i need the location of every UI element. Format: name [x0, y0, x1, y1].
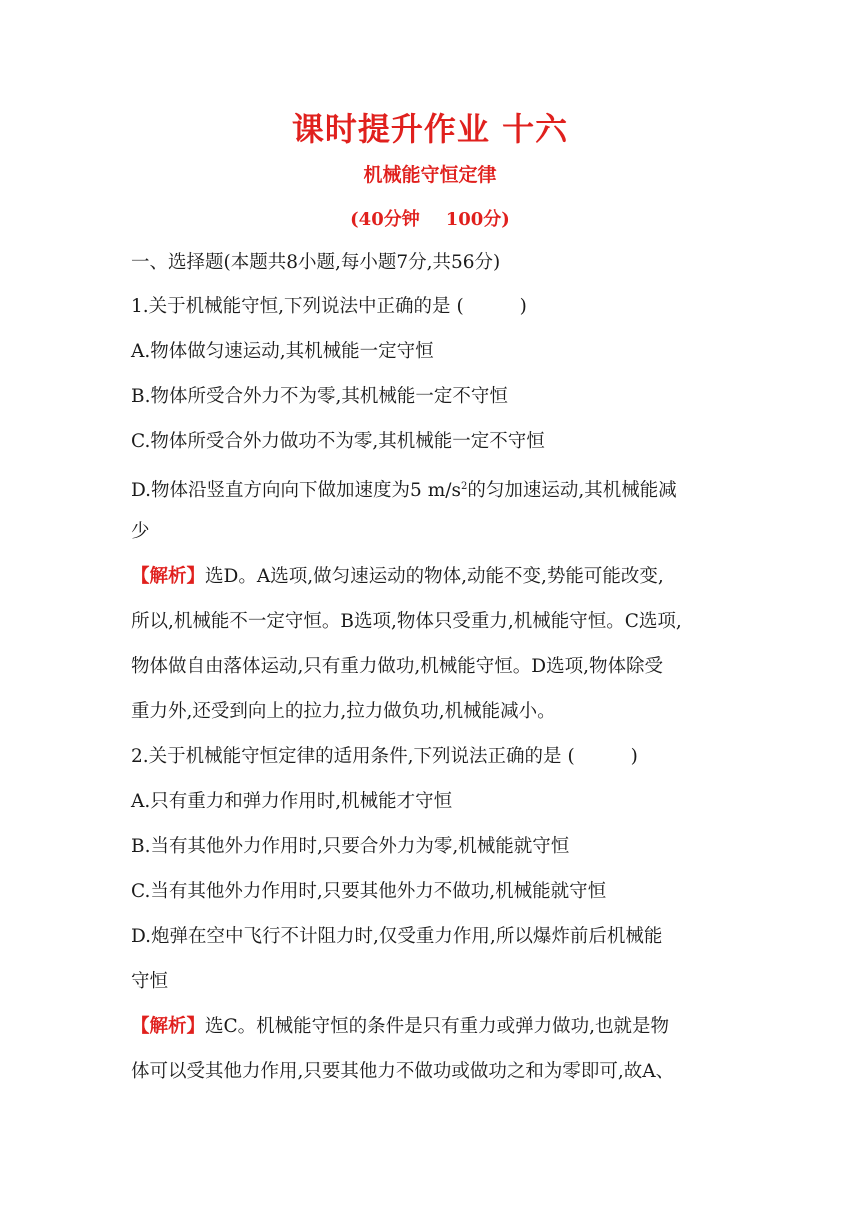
question-2-option-d-continued: 守恒 [131, 971, 169, 992]
question-1-analysis [131, 564, 731, 590]
answer-bracket-close: ) [630, 746, 638, 767]
question-1-option-c: C.物体所受合外力做功不为零,其机械能一定不守恒 [131, 431, 545, 452]
page-subtitle: 机械能守恒定律 [363, 164, 497, 186]
total-score: 100分) [445, 209, 510, 230]
question-1-option-d [131, 474, 731, 504]
option-d-text-end: 的匀加速运动,其机械能减 [467, 480, 677, 501]
analysis-tag: 【解析】 [131, 1016, 206, 1037]
option-d-text-start: D.物体沿竖直方向向下做加速度为5 m/s [131, 480, 461, 501]
question-2-analysis-line-2: 体可以受其他力作用,只要其他力不做功或做功之和为零即可,故A、 [131, 1061, 675, 1082]
question-1-option-a: A.物体做匀速运动,其机械能一定守恒 [131, 341, 434, 362]
question-1-analysis-line-4: 重力外,还受到向上的拉力,拉力做负功,机械能减小。 [131, 701, 556, 722]
superscript-exponent: 2 [460, 481, 468, 492]
question-1-stem [131, 294, 731, 320]
question-1-analysis-line-3: 物体做自由落体运动,只有重力做功,机械能守恒。D选项,物体除受 [131, 656, 663, 677]
question-1-analysis-line-2: 所以,机械能不一定守恒。B选项,物体只受重力,机械能守恒。C选项, [131, 611, 682, 632]
answer-bracket-open: ( [567, 746, 575, 767]
section-heading: 一、选择题(本题共8小题,每小题7分,共56分) [131, 252, 501, 273]
analysis-text: 选D。A选项,做匀速运动的物体,动能不变,势能可能改变, [205, 566, 664, 587]
time-limit: (40分钟 [350, 209, 420, 230]
answer-bracket-close: ) [519, 296, 527, 317]
question-2-text: 2.关于机械能守恒定律的适用条件,下列说法正确的是 [131, 746, 562, 767]
question-2-option-c: C.当有其他外力作用时,只要其他外力不做功,机械能就守恒 [131, 881, 607, 902]
analysis-text: 选C。机械能守恒的条件是只有重力或弹力做功,也就是物 [205, 1016, 670, 1037]
question-1-option-b: B.物体所受合外力不为零,其机械能一定不守恒 [131, 386, 508, 407]
question-2-option-a: A.只有重力和弹力作用时,机械能才守恒 [131, 791, 453, 812]
time-score-info [0, 205, 860, 231]
analysis-tag: 【解析】 [131, 566, 206, 587]
question-2-option-d: D.炮弹在空中飞行不计阻力时,仅受重力作用,所以爆炸前后机械能 [131, 926, 663, 947]
question-1-option-d-continued: 少 [131, 521, 150, 542]
question-2-analysis [131, 1014, 731, 1040]
question-2-option-b: B.当有其他外力作用时,只要合外力为零,机械能就守恒 [131, 836, 570, 857]
question-1-text: 1.关于机械能守恒,下列说法中正确的是 [131, 296, 451, 317]
page-title: 课时提升作业 十六 [291, 110, 569, 148]
question-2-stem [131, 744, 731, 770]
answer-bracket-open: ( [456, 296, 464, 317]
